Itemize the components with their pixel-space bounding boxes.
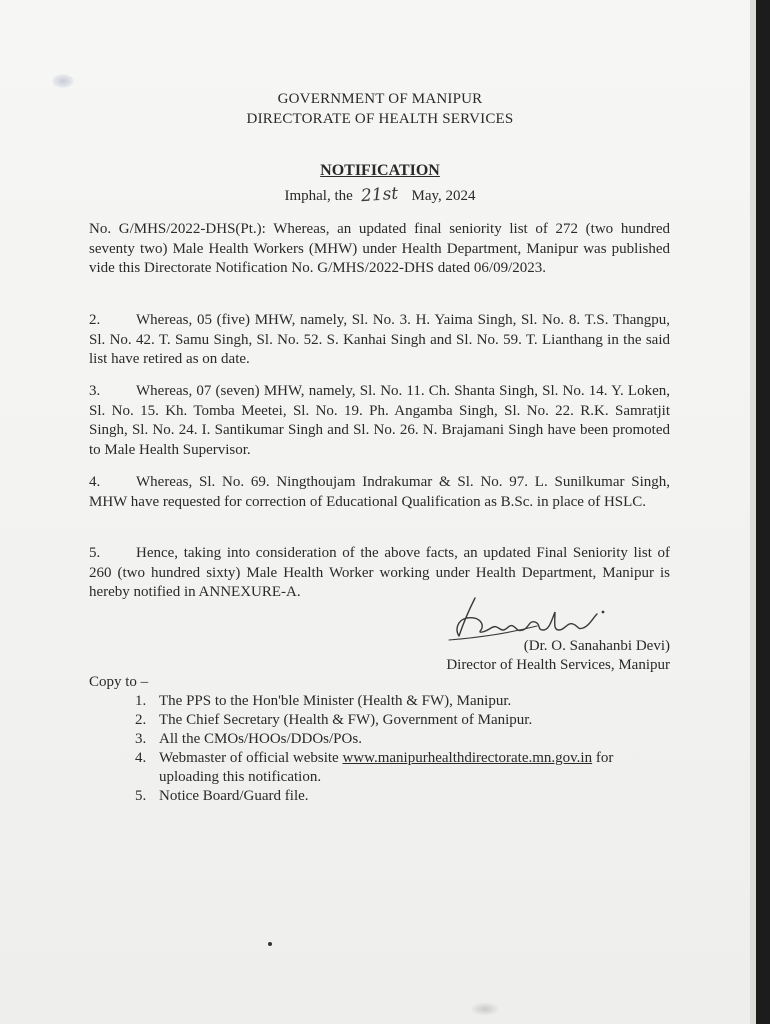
copy-to-label: Copy to – <box>89 674 149 690</box>
paragraph-1: No. G/MHS/2022-DHS(Pt.): Whereas, an updated final seniority list of 272 (two hundred seventy two) Male Health Workers (MHW) under Health Department, Manipur was published vide this Directorate Notification No. G/MHS/2022-DHS dated 06/09/2023. <box>89 221 670 276</box>
copy-item-text-part: for uploading this notification. <box>159 750 614 785</box>
website-link[interactable]: www.manipurhealthdirectorate.mn.gov.in <box>342 750 593 766</box>
copy-item-text: The Chief Secretary (Health & FW), Government of Manipur. <box>159 712 533 728</box>
copy-item <box>135 711 675 730</box>
copy-item-text <box>159 749 675 787</box>
copy-item-number: 4. <box>135 750 147 766</box>
copy-item-text: All the CMOs/HOOs/DDOs/POs. <box>159 731 362 747</box>
paragraph-3 <box>89 382 670 460</box>
scan-smudge <box>470 1002 500 1016</box>
paragraph-3-text: Whereas, 07 (seven) MHW, namely, Sl. No. 11. Ch. Shanta Singh, Sl. No. 14. Y. Loken, Sl. No. 15. Kh. Tomba Meetei, Sl. No. 19. Ph. Angamba Singh, Sl. No. 22. R.K. Samratjit Singh, Sl. No. 24. I. Santikumar Singh and Sl. No. 26. N. Brajamani Singh have been promoted to Male Health Supervisor. <box>89 383 670 458</box>
paragraph-4-text: Whereas, Sl. No. 69. Ningthoujam Indrakumar & Sl. No. 97. L. Sunilkumar Singh, MHW have requested for correction of Educational Qualification as B.Sc. in place of HSLC. <box>89 474 670 510</box>
copy-item-text: The PPS to the Hon'ble Minister (Health & FW), Manipur. <box>159 693 512 709</box>
notification-title: NOTIFICATION <box>320 162 440 179</box>
paragraph-5-text: Hence, taking into consideration of the above facts, an updated Final Seniority list of 260 (two hundred sixty) Male Health Worker working under Health Department, Manipur is hereby notified in ANNEXURE-A. <box>89 545 670 600</box>
date-place: Imphal, the <box>284 188 353 204</box>
signatory-designation: Director of Health Services, Manipur <box>446 657 670 673</box>
copy-item-number: 5. <box>135 788 147 804</box>
paragraph-3-number: 3. <box>89 383 101 399</box>
paragraph-5-number: 5. <box>89 545 101 561</box>
date-line <box>0 185 760 205</box>
copy-item <box>135 692 675 711</box>
copy-item-text-part: Webmaster of official website <box>159 750 343 766</box>
copy-item-number: 2. <box>135 712 147 728</box>
date-month-year: May, 2024 <box>411 188 476 204</box>
paragraph-2 <box>89 311 670 370</box>
paragraph-2-number: 2. <box>89 312 101 328</box>
paragraph-2-text: Whereas, 05 (five) MHW, namely, Sl. No. 3. H. Yaima Singh, Sl. No. 8. T.S. Thangpu, Sl. No. 42. T. Samu Singh, Sl. No. 52. S. Kanhai Singh and Sl. No. 59. T. Lianthang in the said list have retired as on date. <box>89 312 670 367</box>
copy-item-number: 1. <box>135 693 147 709</box>
signatory-name: (Dr. O. Sanahanbi Devi) <box>523 638 670 654</box>
copy-item <box>135 730 675 749</box>
punch-hole-mark <box>52 74 74 88</box>
copy-item <box>135 749 675 787</box>
paragraph-4 <box>89 473 670 512</box>
copy-to-list <box>135 692 675 806</box>
paragraph-4-number: 4. <box>89 474 101 490</box>
copy-item <box>135 787 675 806</box>
scan-edge <box>756 0 770 1024</box>
copy-item-text: Notice Board/Guard file. <box>159 788 309 804</box>
govt-heading: GOVERNMENT OF MANIPUR <box>277 91 483 107</box>
handwritten-day: 21st <box>359 183 399 207</box>
directorate-heading: DIRECTORATE OF HEALTH SERVICES <box>246 111 514 127</box>
copy-item-number: 3. <box>135 731 147 747</box>
scan-speck <box>268 942 272 946</box>
